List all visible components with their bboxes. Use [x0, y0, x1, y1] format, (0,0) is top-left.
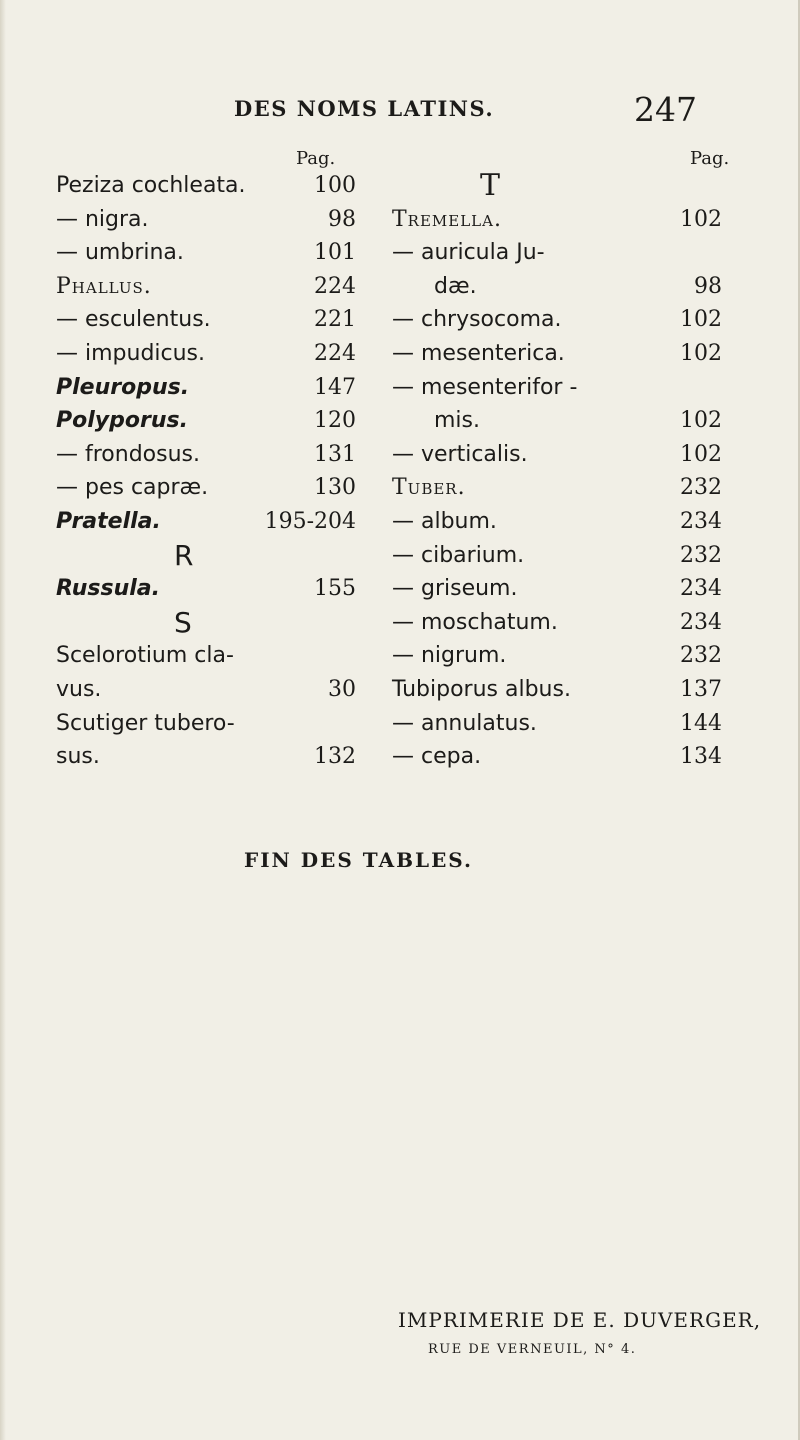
- index-entry: [392, 741, 722, 773]
- entry-name: dæ.: [434, 273, 477, 299]
- index-entry: [56, 708, 356, 740]
- entry-name: vus.: [56, 677, 102, 702]
- entry-name: Tubiporus albus.: [392, 677, 571, 702]
- index-entry: [56, 439, 356, 471]
- section-letter-row: [56, 540, 356, 572]
- entry-name: Pleuropus.: [56, 374, 190, 400]
- index-entry: [392, 304, 722, 336]
- printer-imprint: IMPRIMERIE DE E. DUVERGER,: [398, 1308, 762, 1332]
- entry-page-number: 102: [680, 341, 722, 366]
- index-entry: [56, 338, 356, 370]
- entry-page-number: 30: [328, 677, 356, 702]
- entry-page-number: 224: [314, 273, 356, 299]
- index-entry: [56, 271, 356, 303]
- entry-page-number: 132: [314, 744, 356, 770]
- entry-name: — cepa.: [392, 744, 482, 770]
- entry-page-number: 102: [680, 408, 722, 434]
- entry-name: — chrysocoma.: [392, 307, 562, 333]
- entry-name: Tremella.: [392, 206, 502, 232]
- index-entry: [56, 170, 356, 202]
- entry-name: — nigrum.: [392, 643, 507, 669]
- entry-page-number: 98: [328, 206, 356, 232]
- entry-name: — auricula Ju-: [392, 240, 545, 266]
- index-entry: [56, 472, 356, 504]
- entry-page-number: 130: [314, 475, 356, 501]
- entry-page-number: 131: [314, 441, 356, 467]
- printer-address: RUE DE VERNEUIL, N° 4.: [428, 1342, 637, 1357]
- index-entry: [56, 405, 356, 437]
- index-entry: [392, 640, 722, 672]
- entry-name: — umbrina.: [56, 240, 184, 266]
- entry-page-number: 224: [314, 341, 356, 366]
- pag-column-header: Pag.: [296, 148, 336, 169]
- pag-column-header: Pag.: [690, 148, 730, 169]
- entry-page-number: 102: [680, 206, 722, 232]
- section-letter-row: [56, 607, 356, 639]
- entry-name: Pratella.: [56, 509, 161, 534]
- index-entry: [56, 304, 356, 336]
- entry-page-number: 232: [680, 542, 722, 568]
- index-entry: [392, 372, 722, 404]
- section-letter: T: [480, 168, 501, 203]
- entry-name: sus.: [56, 744, 100, 770]
- entry-page-number: 101: [314, 240, 356, 266]
- entry-page-number: 155: [314, 576, 356, 602]
- section-letter: S: [174, 605, 192, 639]
- entry-page-number: 134: [680, 744, 722, 770]
- index-entry: [56, 372, 356, 404]
- entry-name: — pes capræ.: [56, 475, 209, 501]
- entry-name: Scutiger tubero-: [56, 710, 235, 736]
- entry-name: — impudicus.: [56, 341, 206, 366]
- entry-page-number: 232: [680, 475, 722, 501]
- index-entry: [56, 573, 356, 605]
- index-entry: [392, 338, 722, 370]
- entry-name: Polyporus.: [56, 408, 188, 434]
- entry-page-number: 120: [314, 408, 356, 434]
- entry-name: Scelorotium cla-: [56, 643, 234, 669]
- index-entry: [392, 237, 722, 269]
- index-entry: [392, 540, 722, 572]
- index-entry: [56, 506, 356, 538]
- index-entry: [56, 640, 356, 672]
- entry-name: mis.: [434, 408, 480, 434]
- index-entry: [392, 204, 722, 236]
- entry-page-number: 144: [680, 710, 722, 736]
- index-entry: [56, 204, 356, 236]
- entry-name: Russula.: [56, 576, 160, 602]
- page-number: 247: [634, 90, 697, 129]
- entry-name: — mesenterica.: [392, 341, 565, 366]
- entry-page-number: 100: [314, 173, 356, 198]
- entry-name: — mesenterifor -: [392, 374, 578, 400]
- entry-name: — album.: [392, 509, 497, 534]
- index-entry: [56, 674, 356, 706]
- entry-page-number: 102: [680, 307, 722, 333]
- entry-name: — griseum.: [392, 576, 518, 602]
- running-header: DES NOMS LATINS.: [234, 96, 495, 121]
- entry-page-number: 102: [680, 441, 722, 467]
- section-letter-row: [392, 170, 722, 202]
- entry-name: — moschatum.: [392, 609, 558, 635]
- index-entry: [56, 237, 356, 269]
- index-entry: [392, 708, 722, 740]
- entry-page-number: 221: [314, 307, 356, 333]
- section-letter: R: [174, 538, 194, 572]
- entry-name: — verticalis.: [392, 441, 528, 467]
- page-edge-shadow: [0, 0, 6, 1440]
- entry-name: Phallus.: [56, 273, 152, 299]
- end-of-tables: FIN DES TABLES.: [244, 848, 474, 872]
- entry-page-number: 147: [314, 374, 356, 400]
- index-entry: [392, 405, 722, 437]
- entry-page-number: 195-204: [264, 509, 356, 534]
- index-entry: [392, 674, 722, 706]
- entry-page-number: 232: [680, 643, 722, 669]
- index-entry: [56, 741, 356, 773]
- entry-page-number: 137: [680, 677, 722, 702]
- index-entry: [392, 439, 722, 471]
- entry-name: Tuber.: [392, 475, 466, 501]
- entry-page-number: 234: [680, 576, 722, 602]
- index-entry: [392, 573, 722, 605]
- index-entry: [392, 472, 722, 504]
- entry-name: — annulatus.: [392, 710, 537, 736]
- entry-page-number: 234: [680, 609, 722, 635]
- index-entry: [392, 271, 722, 303]
- entry-name: — cibarium.: [392, 542, 525, 568]
- index-entry: [392, 506, 722, 538]
- entry-name: Peziza cochleata.: [56, 173, 246, 198]
- index-entry: [392, 607, 722, 639]
- entry-page-number: 98: [694, 273, 722, 299]
- entry-name: — esculentus.: [56, 307, 211, 333]
- entry-name: — frondosus.: [56, 441, 200, 467]
- entry-name: — nigra.: [56, 206, 149, 232]
- entry-page-number: 234: [680, 509, 722, 534]
